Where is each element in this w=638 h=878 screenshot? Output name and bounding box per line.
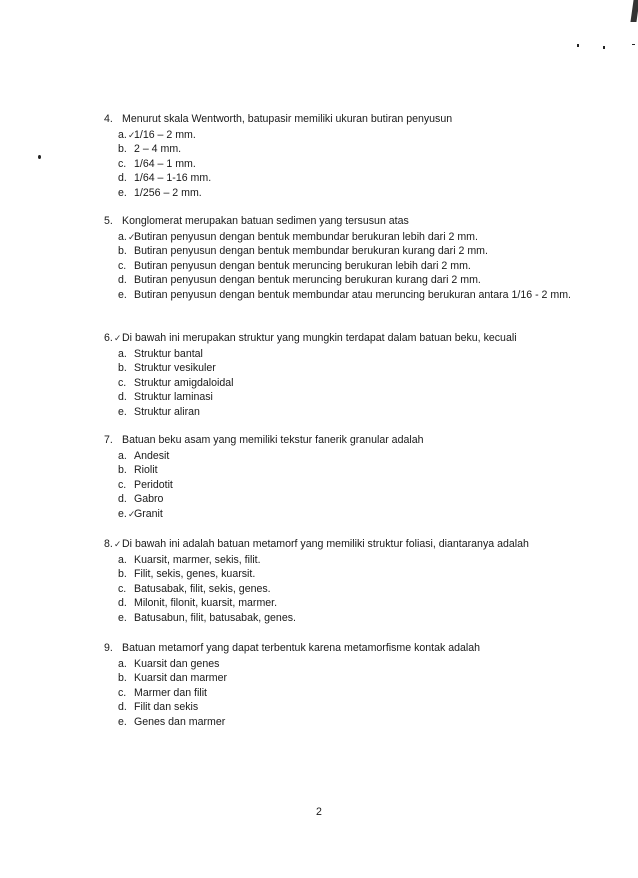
question-number: 5. <box>104 215 113 227</box>
option-item <box>118 273 574 288</box>
option-item <box>118 157 574 172</box>
question-text: Di bawah ini merupakan struktur yang mungkin terdapat dalam batuan beku, kecuali <box>122 332 517 344</box>
option-text: Kuarsit, marmer, sekis, filit. <box>134 553 261 566</box>
option-item <box>118 611 574 626</box>
option-text: Butiran penyusun dengan bentuk membundar atau meruncing berukuran antara 1/16 - 2 mm. <box>134 288 571 301</box>
option-list <box>118 449 574 522</box>
option-letter: c. <box>118 376 127 389</box>
option-text: Butiran penyusun dengan bentuk meruncing berukuran lebih dari 2 mm. <box>134 259 471 272</box>
option-letter: a. <box>118 128 127 141</box>
question-9 <box>104 641 574 730</box>
option-letter: a. <box>118 230 127 243</box>
option-text: Struktur laminasi <box>134 391 213 404</box>
option-text: Struktur amigdaloidal <box>134 376 234 389</box>
option-text: Granit <box>134 507 163 520</box>
option-item <box>118 390 574 405</box>
option-letter: e. <box>118 288 127 301</box>
option-text: Peridotit <box>134 478 173 491</box>
question-number: 9. <box>104 642 113 654</box>
option-item <box>118 171 574 186</box>
option-letter: c. <box>118 259 127 272</box>
option-item <box>118 376 574 391</box>
option-item <box>118 567 574 582</box>
checkmark-icon: ✓ <box>127 508 136 519</box>
checkmark-icon: ✓ <box>127 231 136 242</box>
option-letter: b. <box>118 245 127 258</box>
option-letter: e. <box>118 186 127 199</box>
option-text: 1/256 – 2 mm. <box>134 186 202 199</box>
option-item <box>118 686 574 701</box>
option-letter: a. <box>118 449 127 462</box>
option-text: Struktur bantal <box>134 347 203 360</box>
checkmark-icon: ✓ <box>127 129 136 140</box>
option-item <box>118 671 574 686</box>
question-4 <box>104 112 574 201</box>
option-letter: b. <box>118 362 127 375</box>
option-item <box>118 507 574 522</box>
option-text: 1/64 – 1-16 mm. <box>134 172 212 185</box>
option-text: Batusabak, filit, sekis, genes. <box>134 582 271 595</box>
option-letter: e. <box>118 405 127 418</box>
question-text: Menurut skala Wentworth, batupasir memiliki ukuran butiran penyusun <box>122 113 453 125</box>
scan-speck <box>603 46 605 49</box>
option-item <box>118 700 574 715</box>
option-item <box>118 142 574 157</box>
option-text: 1/16 – 2 mm. <box>134 128 196 141</box>
option-item <box>118 405 574 420</box>
option-item <box>118 230 574 245</box>
option-item <box>118 186 574 201</box>
option-text: Filit dan sekis <box>134 701 199 714</box>
option-item <box>118 347 574 362</box>
page-number: 2 <box>316 806 322 818</box>
option-text: Riolit <box>134 464 158 477</box>
option-letter: b. <box>118 143 127 156</box>
option-letter: d. <box>118 597 127 610</box>
scan-speck <box>38 155 41 159</box>
option-item <box>118 288 574 303</box>
option-letter: d. <box>118 493 127 506</box>
option-list <box>118 347 574 420</box>
option-text: Butiran penyusun dengan bentuk meruncing berukuran kurang dari 2 mm. <box>134 274 481 287</box>
option-letter: c. <box>118 157 127 170</box>
question-8 <box>104 537 574 626</box>
option-item <box>118 582 574 597</box>
option-item <box>118 128 574 143</box>
scan-speck <box>632 44 635 45</box>
checkmark-icon: ✓ <box>113 333 122 343</box>
option-item <box>118 361 574 376</box>
option-list <box>118 657 574 730</box>
option-text: 2 – 4 mm. <box>134 143 182 156</box>
option-item <box>118 715 574 730</box>
option-letter: b. <box>118 464 127 477</box>
question-text: Konglomerat merupakan batuan sedimen yang tersusun atas <box>122 215 409 227</box>
option-text: Struktur aliran <box>134 405 200 418</box>
option-text: Gabro <box>134 493 164 506</box>
option-item <box>118 553 574 568</box>
option-text: 1/64 – 1 mm. <box>134 157 196 170</box>
option-letter: b. <box>118 568 127 581</box>
option-letter: d. <box>118 391 127 404</box>
option-item <box>118 259 574 274</box>
question-number: 6. <box>104 332 113 344</box>
option-text: Milonit, filonit, kuarsit, marmer. <box>134 597 278 610</box>
question-number: 7. <box>104 434 113 446</box>
option-text: Struktur vesikuler <box>134 362 216 375</box>
option-text: Butiran penyusun dengan bentuk membundar berukuran kurang dari 2 mm. <box>134 245 488 258</box>
scan-corner-mark <box>630 0 638 22</box>
question-text: Batuan beku asam yang memiliki tekstur fanerik granular adalah <box>122 434 424 446</box>
option-item <box>118 657 574 672</box>
question-number: 4. <box>104 113 113 125</box>
option-item <box>118 449 574 464</box>
option-list <box>118 230 574 303</box>
option-text: Butiran penyusun dengan bentuk membundar berukuran lebih dari 2 mm. <box>134 230 478 243</box>
option-item <box>118 596 574 611</box>
option-letter: a. <box>118 657 127 670</box>
question-text: Batuan metamorf yang dapat terbentuk karena metamorfisme kontak adalah <box>122 642 481 654</box>
option-letter: d. <box>118 701 127 714</box>
option-text: Genes dan marmer <box>134 715 226 728</box>
option-text: Marmer dan filit <box>134 686 207 699</box>
question-6 <box>104 331 574 420</box>
option-letter: c. <box>118 478 127 491</box>
option-letter: b. <box>118 672 127 685</box>
option-letter: d. <box>118 274 127 287</box>
option-letter: e. <box>118 715 127 728</box>
question-text: Di bawah ini adalah batuan metamorf yang memiliki struktur foliasi, diantaranya adalah <box>122 538 529 550</box>
option-list <box>118 553 574 626</box>
option-item <box>118 244 574 259</box>
option-letter: a. <box>118 347 127 360</box>
question-5 <box>104 214 574 303</box>
option-text: Kuarsit dan genes <box>134 657 220 670</box>
option-text: Andesit <box>134 449 170 462</box>
option-item <box>118 463 574 478</box>
option-text: Batusabun, filit, batusabak, genes. <box>134 611 296 624</box>
scan-speck <box>577 44 579 47</box>
question-7 <box>104 433 574 522</box>
option-list <box>118 128 574 201</box>
option-text: Filit, sekis, genes, kuarsit. <box>134 568 256 581</box>
option-text: Kuarsit dan marmer <box>134 672 228 685</box>
option-letter: d. <box>118 172 127 185</box>
checkmark-icon: ✓ <box>113 539 122 549</box>
option-letter: e. <box>118 611 127 624</box>
question-number: 8. <box>104 538 113 550</box>
option-letter: a. <box>118 553 127 566</box>
option-letter: c. <box>118 686 127 699</box>
option-item <box>118 492 574 507</box>
option-letter: c. <box>118 582 127 595</box>
option-letter: e. <box>118 507 127 520</box>
option-item <box>118 478 574 493</box>
